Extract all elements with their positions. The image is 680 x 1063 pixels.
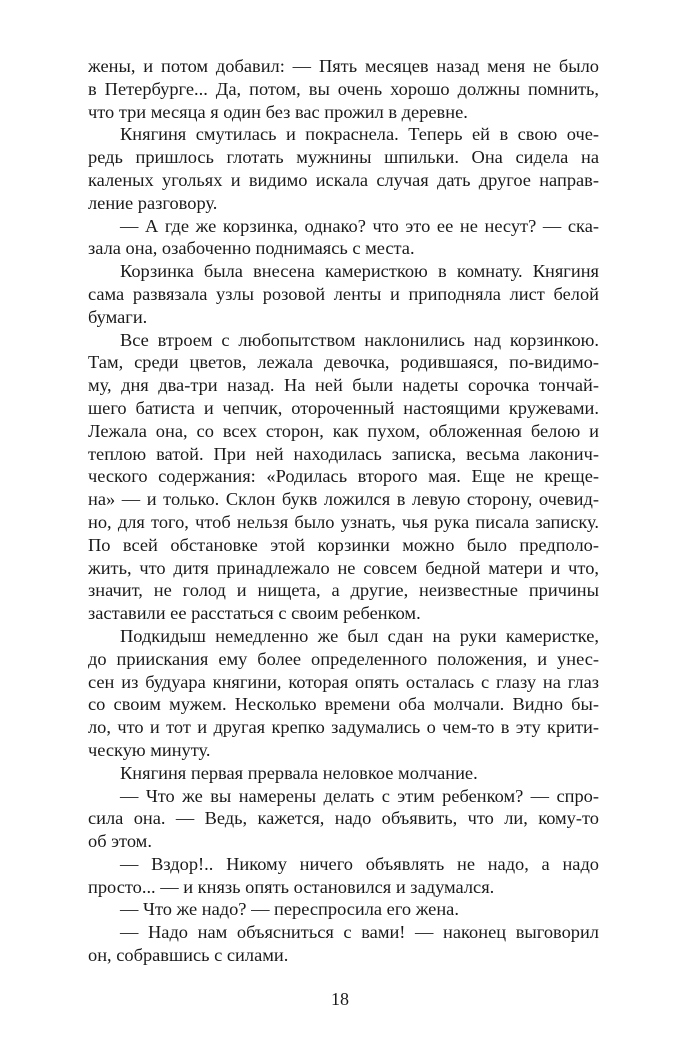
text-line: ление разговору. xyxy=(88,192,218,213)
text-line: — Вздор!.. Никому ничего объявлять не надо, а надо xyxy=(120,853,599,874)
text-line: Лежала она, со всех сторон, как пухом, обложенная белою и xyxy=(88,420,599,441)
page-text xyxy=(88,55,599,967)
text-line: просто... — и князь опять остановился и задумался. xyxy=(88,876,495,897)
text-line: По всей обстановке этой корзинки можно было предполо- xyxy=(88,534,599,555)
paragraph xyxy=(88,329,599,625)
text-line: — Что же надо? — переспросила его жена. xyxy=(120,899,459,920)
text-line: на» — и только. Склон букв ложился в левую сторону, очевид- xyxy=(88,489,599,510)
page-number: 18 xyxy=(331,989,349,1009)
text-line: но, для того, чтоб нельзя было узнать, чья рука писала записку. xyxy=(88,511,599,532)
text-line: ло, что и тот и другая крепко задумались о чем-то в эту крити- xyxy=(88,717,599,738)
text-line: до приискания ему более определенного положения, и унес- xyxy=(88,648,599,669)
text-line: теплою ватой. При ней находилась записка, весьма лаконич- xyxy=(88,443,599,464)
text-line: бумаги. xyxy=(88,306,148,327)
text-line: Там, среди цветов, лежала девочка, родившаяся, по-видимо- xyxy=(88,352,599,373)
text-line: ческого содержания: «Родилась второго мая. Еще не креще- xyxy=(88,466,599,487)
text-line: — А где же корзинка, однако? что это ее не несут? — ска- xyxy=(120,215,599,236)
text-line: Корзинка была внесена камеристкою в комнату. Княгиня xyxy=(120,261,599,282)
paragraph xyxy=(88,215,599,261)
text-line: шего батиста и чепчик, отороченный настоящими кружевами. xyxy=(88,397,599,418)
text-line: редь пришлось глотать мужнины шпильки. Она сидела на xyxy=(88,147,599,168)
text-line: в Петербурге... Да, потом, вы очень хорошо должны помнить, xyxy=(88,78,599,99)
text-line: каленых угольях и видимо искала случая дать другое направ- xyxy=(88,169,599,190)
text-line: значит, не голод и нищета, а другие, неизвестные причины xyxy=(88,580,599,601)
text-line: сила она. — Ведь, кажется, надо объявить, что ли, кому-то xyxy=(88,808,599,829)
paragraph xyxy=(88,625,599,762)
text-line: жены, и потом добавил: — Пять месяцев назад меня не было xyxy=(88,56,599,76)
text-line: Княгиня смутилась и покраснела. Теперь ей в свою оче- xyxy=(120,124,599,145)
paragraph xyxy=(88,123,599,214)
text-line: он, собравшись с силами. xyxy=(88,945,289,966)
paragraph xyxy=(88,55,599,123)
text-line: му, дня два-три назад. На ней были надеты сорочка тончай- xyxy=(88,375,599,396)
text-line: сама развязала узлы розовой ленты и приподняла лист белой xyxy=(88,283,599,304)
text-line: сен из будуара княгини, которая опять осталась с глазу на глаз xyxy=(88,671,599,692)
paragraph xyxy=(88,260,599,328)
text-line: Подкидыш немедленно же был сдан на руки камеристке, xyxy=(120,625,599,646)
text-line: ческую минуту. xyxy=(88,739,211,760)
paragraph xyxy=(88,762,599,785)
paragraph xyxy=(88,853,599,899)
text-line: заставили ее расстаться с своим ребенком. xyxy=(88,603,421,624)
text-line: со своим мужем. Несколько времени оба молчали. Видно бы- xyxy=(88,694,599,715)
text-line: жить, что дитя принадлежало не совсем бедной матери и что, xyxy=(88,557,599,578)
text-line: Княгиня первая прервала неловкое молчание. xyxy=(120,762,478,783)
text-line: — Надо нам объясниться с вами! — наконец выговорил xyxy=(120,922,599,943)
text-line: Все втроем с любопытством наклонились над корзинкою. xyxy=(120,329,599,350)
text-line: что три месяца я один без вас прожил в деревне. xyxy=(88,101,468,122)
paragraph xyxy=(88,785,599,853)
paragraph xyxy=(88,921,599,967)
paragraph xyxy=(88,898,599,921)
text-line: — Что же вы намерены делать с этим ребенком? — спро- xyxy=(120,785,599,806)
text-line: зала она, озабоченно поднимаясь с места. xyxy=(88,238,415,259)
text-line: об этом. xyxy=(88,831,152,852)
